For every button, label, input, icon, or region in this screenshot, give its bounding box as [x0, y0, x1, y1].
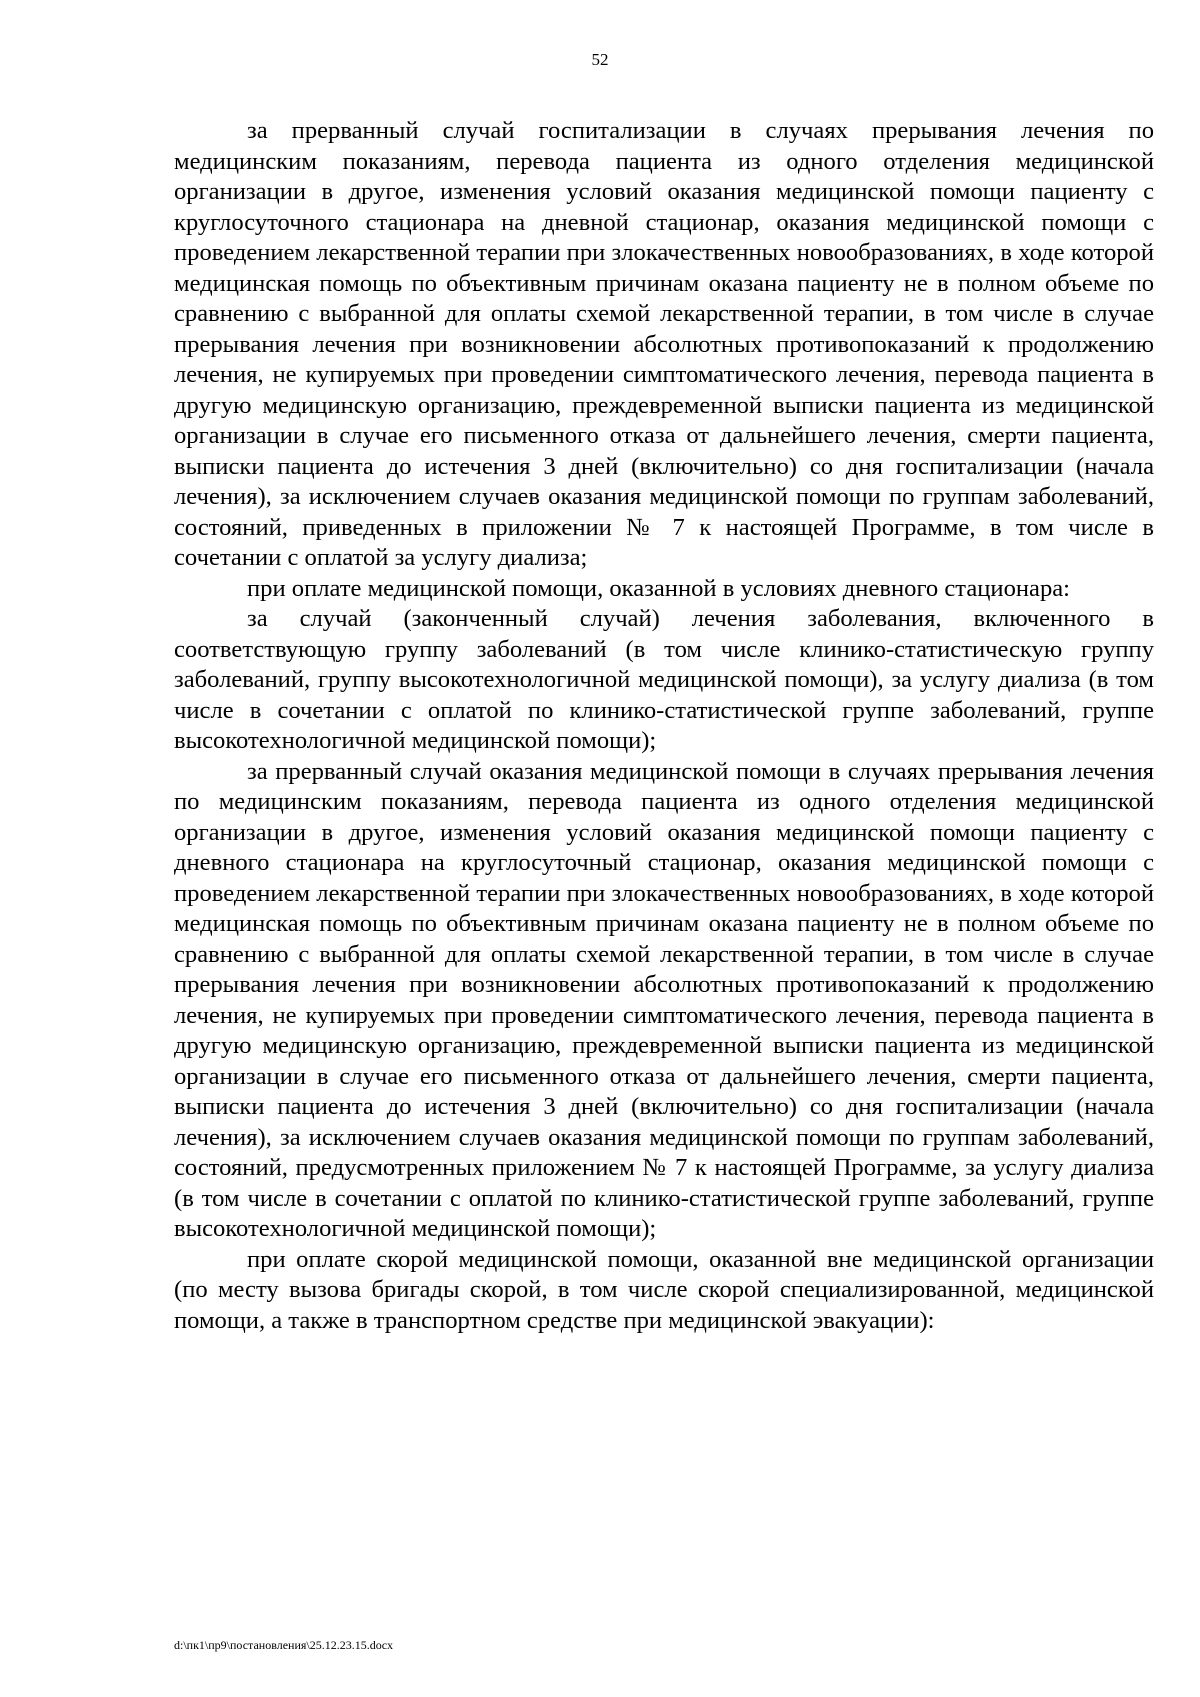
footer-file-path: d:\пк1\пр9\постановления\25.12.23.15.docx: [174, 1638, 394, 1652]
paragraph-emergency-care-payment: при оплате скорой медицинской помощи, оказанной вне медицинской организации (по месту вызова бригады скорой, в том числе скорой специализированной, медицинской помощи, а также в транспортном средстве при медицинской эвакуации):: [174, 1245, 1154, 1334]
paragraph-completed-case: за случай (законченный случай) лечения заболевания, включенного в соответствующую группу заболеваний (в том числе клинико-статистическую группу заболеваний, группу высокотехнологичной медицинской помощи), за услугу диализа (в том числе в сочетании с оплатой по клинико-статистической группе заболеваний, группе высокотехнологичной медицинской помощи);: [174, 605, 1154, 754]
page-number: 52: [591, 50, 609, 69]
paragraph-interrupted-day-care: за прерванный случай оказания медицинской помощи в случаях прерывания лечения по медицинским показаниям, перевода пациента из одного отделения медицинской организации в другое, изменения условий оказания медицинской помощи пациенту с дневного стационара на круглосуточный стационар, оказания медицинской помощи с проведением лекарственной терапии при злокачественных новообразованиях, в ходе которой медицинская помощь по объективным причинам оказана пациенту не в полном объеме по сравнению с выбранной для оплаты схемой лекарственной терапии, в том числе в случае прерывания лечения при возникновении абсолютных противопоказаний к продолжению лечения, не купируемых при проведении симптоматического лечения, перевода пациента в другую медицинскую организацию, преждевременной выписки пациента из медицинской организации в случае его письменного отказа от дальнейшего лечения, смерти пациента, выписки пациента до истечения 3 дней (включительно) со дня госпитализации (начала лечения), за исключением случаев оказания медицинской помощи по группам заболеваний, состояний, предусмотренных приложением № 7 к настоящей Программе, за услугу диализа (в том числе в сочетании с оплатой по клинико-статистической группе заболеваний, группе высокотехнологичной медицинской помощи);: [174, 757, 1154, 1242]
document-body: [174, 116, 1154, 1336]
paragraph-day-hospital-payment: при оплате медицинской помощи, оказанной в условиях дневного стационара:: [247, 574, 1071, 602]
paragraph-interrupted-hospitalization: за прерванный случай госпитализации в случаях прерывания лечения по медицинским показаниям, перевода пациента из одного отделения медицинской организации в другое, изменения условий оказания медицинской помощи пациенту с круглосуточного стационара на дневной стационар, оказания медицинской помощи с проведением лекарственной терапии при злокачественных новообразованиях, в ходе которой медицинская помощь по объективным причинам оказана пациенту не в полном объеме по сравнению с выбранной для оплаты схемой лекарственной терапии, в том числе в случае прерывания лечения при возникновении абсолютных противопоказаний к продолжению лечения, не купируемых при проведении симптоматического лечения, перевода пациента в другую медицинскую организацию, преждевременной выписки пациента из медицинской организации в случае его письменного отказа от дальнейшего лечения, смерти пациента, выписки пациента до истечения 3 дней (включительно) со дня госпитализации (начала лечения), за исключением случаев оказания медицинской помощи по группам заболеваний, состояний, приведенных в приложении № 7 к настоящей Программе, в том числе в сочетании с оплатой за услугу диализа;: [174, 117, 1154, 571]
